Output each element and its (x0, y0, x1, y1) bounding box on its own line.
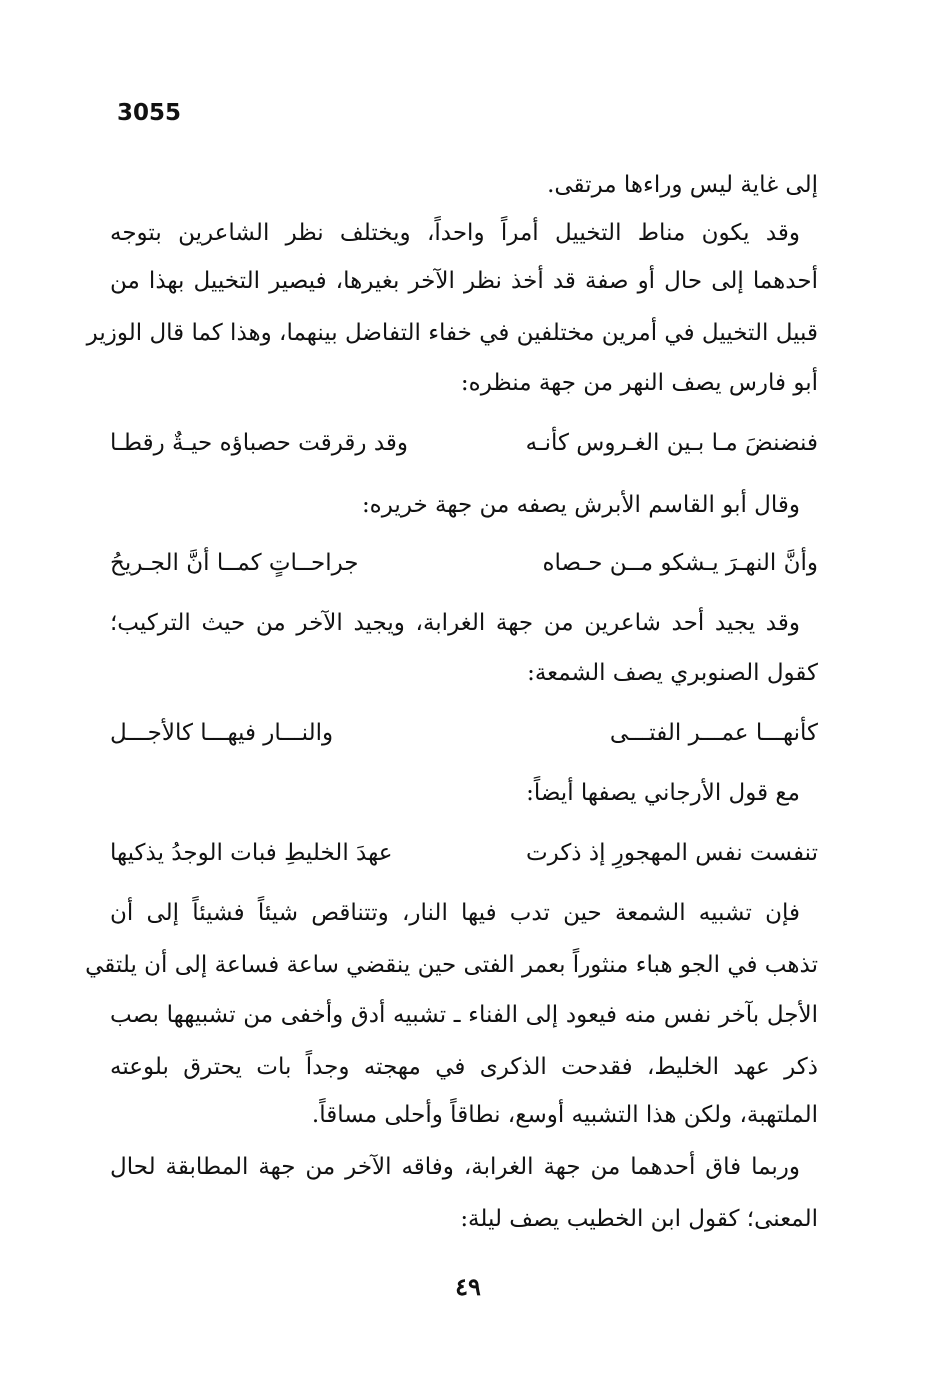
text-line: مع قول الأرجاني يصفها أيضاً: (526, 780, 800, 806)
verse-second-hemistich: عهدَ الخليطِ فبات الوجدُ يذكيها (110, 840, 393, 866)
verse-second-hemistich: جراحــاتٍ كمــا أنَّ الجـريحُ (110, 550, 359, 576)
verse-first-hemistich: كأنهـــا عمـــر الفتـــى (609, 720, 818, 746)
verse-line (110, 428, 818, 458)
verse-line (110, 548, 818, 578)
text-line: أبو فارس يصف النهر من جهة منظره: (460, 370, 818, 396)
text-line: وربما فاق أحدهما من جهة الغرابة، وفاقه الآخر من جهة المطابقة لحال (110, 1154, 800, 1180)
verse-first-hemistich: تنفست نفس المهجورِ إذ ذكرت (526, 840, 818, 866)
verse-first-hemistich: وأنَّ النهـرَ يـشكو مــن حـصاه (542, 550, 818, 576)
text-line: قبيل التخييل في أمرين مختلفين في خفاء التفاضل بينهما، وهذا كما قال الوزير (86, 320, 818, 346)
text-line: الأجل بآخر نفس منه فيعود إلى الفناء ـ تشبيه أدق وأخفى من تشبيهها بصب (110, 1002, 818, 1028)
text-line: الملتهبة، ولكن هذا التشبيه أوسع، نطاقاً وأحلى مساقاً. (311, 1102, 818, 1128)
page-number: ٤٩ (455, 1272, 481, 1301)
text-line: كقول الصنوبري يصف الشمعة: (527, 660, 818, 686)
verse-line (110, 838, 818, 868)
page-code: 3055 (117, 100, 182, 126)
text-line: وقد يجيد أحد شاعرين من جهة الغرابة، ويجيد الآخر من حيث التركيب؛ (110, 610, 800, 636)
text-line: فإن تشبيه الشمعة حين تدب فيها النار، وتتناقص شيئاً فشيئاً إلى أن (110, 900, 800, 926)
verse-second-hemistich: والنـــار فيهـــا كالأجـــل (110, 720, 334, 746)
text-line: ذكر عهد الخليط، فقدحت الذكرى في مهجته وجداً بات يحترق بلوعته (110, 1054, 818, 1080)
text-line: تذهب في الجو هباء منثوراً بعمر الفتى حين ينقضي ساعة فساعة إلى أن يلتقي (85, 952, 818, 978)
text-line: وقال أبو القاسم الأبرش يصفه من جهة خريره: (361, 492, 800, 518)
text-line: إلى غاية ليس وراءها مرتقى. (547, 172, 818, 198)
verse-second-hemistich: وقد رقرقت حصباؤه حيـةٌ رقطـا (110, 430, 409, 456)
text-line: أحدهما إلى حال أو صفة قد أخذ نظر الآخر بغيرها، فيصير التخييل بهذا من (110, 268, 818, 294)
verse-first-hemistich: فنضنضَ مـا بـين الغـروس كأنـه (525, 430, 818, 456)
verse-line (110, 718, 818, 748)
text-line: وقد يكون مناط التخييل أمراً واحداً، ويختلف نظر الشاعرين بتوجه (110, 220, 800, 246)
text-line: المعنى؛ كقول ابن الخطيب يصف ليلة: (460, 1206, 818, 1232)
